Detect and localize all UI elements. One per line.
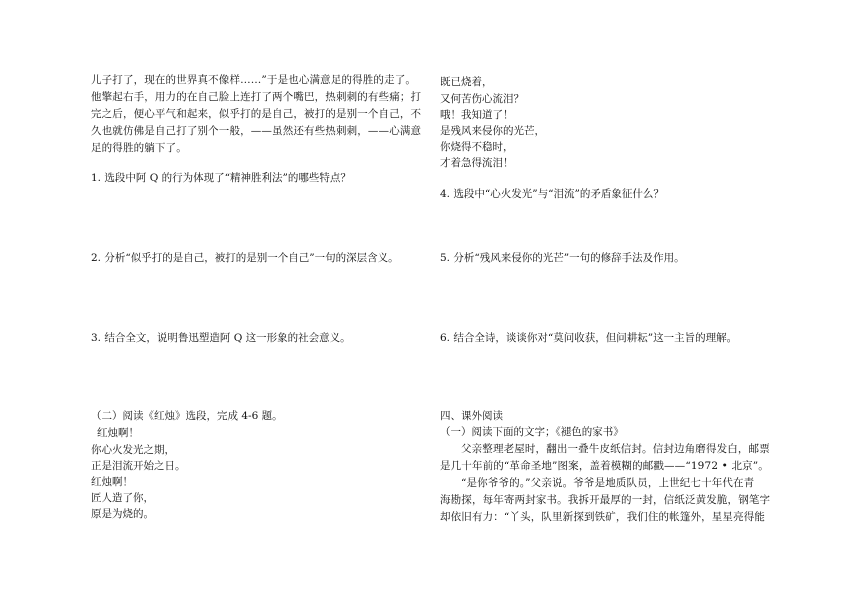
poem-line: 正是泪流开始之日。: [91, 460, 186, 472]
passage-line: 他擎起右手，用力的在自己脸上连打了两个嘴巴，热刺刺的有些痛；打: [91, 91, 422, 103]
question-2: 2. 分析“似乎打的是自己，被打的是别一个自己”一句的深层含义。: [91, 252, 399, 264]
question-3: 3. 结合全文，说明鲁迅塑造阿 Q 这一形象的社会意义。: [91, 332, 351, 344]
poem-line: 你烧得不稳时，: [440, 141, 514, 153]
passage-line: 足的得胜的躺下了。: [91, 142, 187, 154]
question-1: 1. 选段中阿 Q 的行为体现了“精神胜利法”的哪些特点？: [91, 172, 351, 184]
poem-line: 才着急得流泪！: [440, 157, 514, 169]
poem-line: 哦！我知道了！: [440, 109, 514, 121]
poem-line: 是残风来侵你的光芒，: [440, 125, 545, 137]
poem-line: 原是为烧的。: [91, 508, 154, 520]
poem-line: 匠人造了你，: [91, 492, 154, 504]
section-2-title: （二）阅读《红烛》选段，完成 4-6 题。: [91, 410, 283, 422]
story-line: 海勘探，每年寄两封家书。我拆开最厚的一封，信纸泛黄发脆，钢笔字: [440, 494, 771, 506]
story-line: “是你爷爷的。”父亲说。爷爷是地质队员，上世纪七十年代在青: [461, 477, 755, 489]
passage-line: 久也就仿佛是自己打了别个一般，——虽然还有些热刺刺，——心满意: [91, 125, 422, 137]
poem-line: 你心火发光之期，: [91, 444, 175, 456]
poem-line: 又何苦伤心流泪？: [440, 93, 524, 105]
question-6: 6. 结合全诗，谈谈你对“莫问收获，但问耕耘”这一主旨的理解。: [440, 332, 738, 344]
poem-line: 红烛啊！: [91, 476, 133, 488]
question-5: 5. 分析“残风来侵你的光芒”一句的修辞手法及作用。: [440, 252, 685, 264]
section-4-title: 四、课外阅读: [440, 410, 503, 422]
section-4-subtitle: （一）阅读下面的文字；《褪色的家书》: [440, 426, 624, 438]
passage-line: 完之后，便心平气和起来，似乎打的是自己，被打的是别一个自己，不: [91, 108, 422, 120]
passage-line: 儿子打了，现在的世界真不像样……”于是也心满意足的得胜的走了。: [91, 74, 417, 86]
story-line: 却依旧有力：“丫头，队里新探到铁矿，我们住的帐篷外，星星亮得能: [440, 511, 766, 523]
question-4: 4. 选段中“心火发光”与“泪流”的矛盾象征什么？: [440, 188, 664, 200]
story-line: 是几十年前的“革命圣地”图案，盖着模糊的邮戳——“1972 • 北京”。: [440, 460, 769, 472]
poem-line: 既已烧着，: [440, 76, 493, 88]
story-line: 父亲整理老屋时，翻出一叠牛皮纸信封。信封边角磨得发白，邮票: [461, 443, 770, 455]
poem-line: 红烛啊！: [97, 427, 139, 439]
